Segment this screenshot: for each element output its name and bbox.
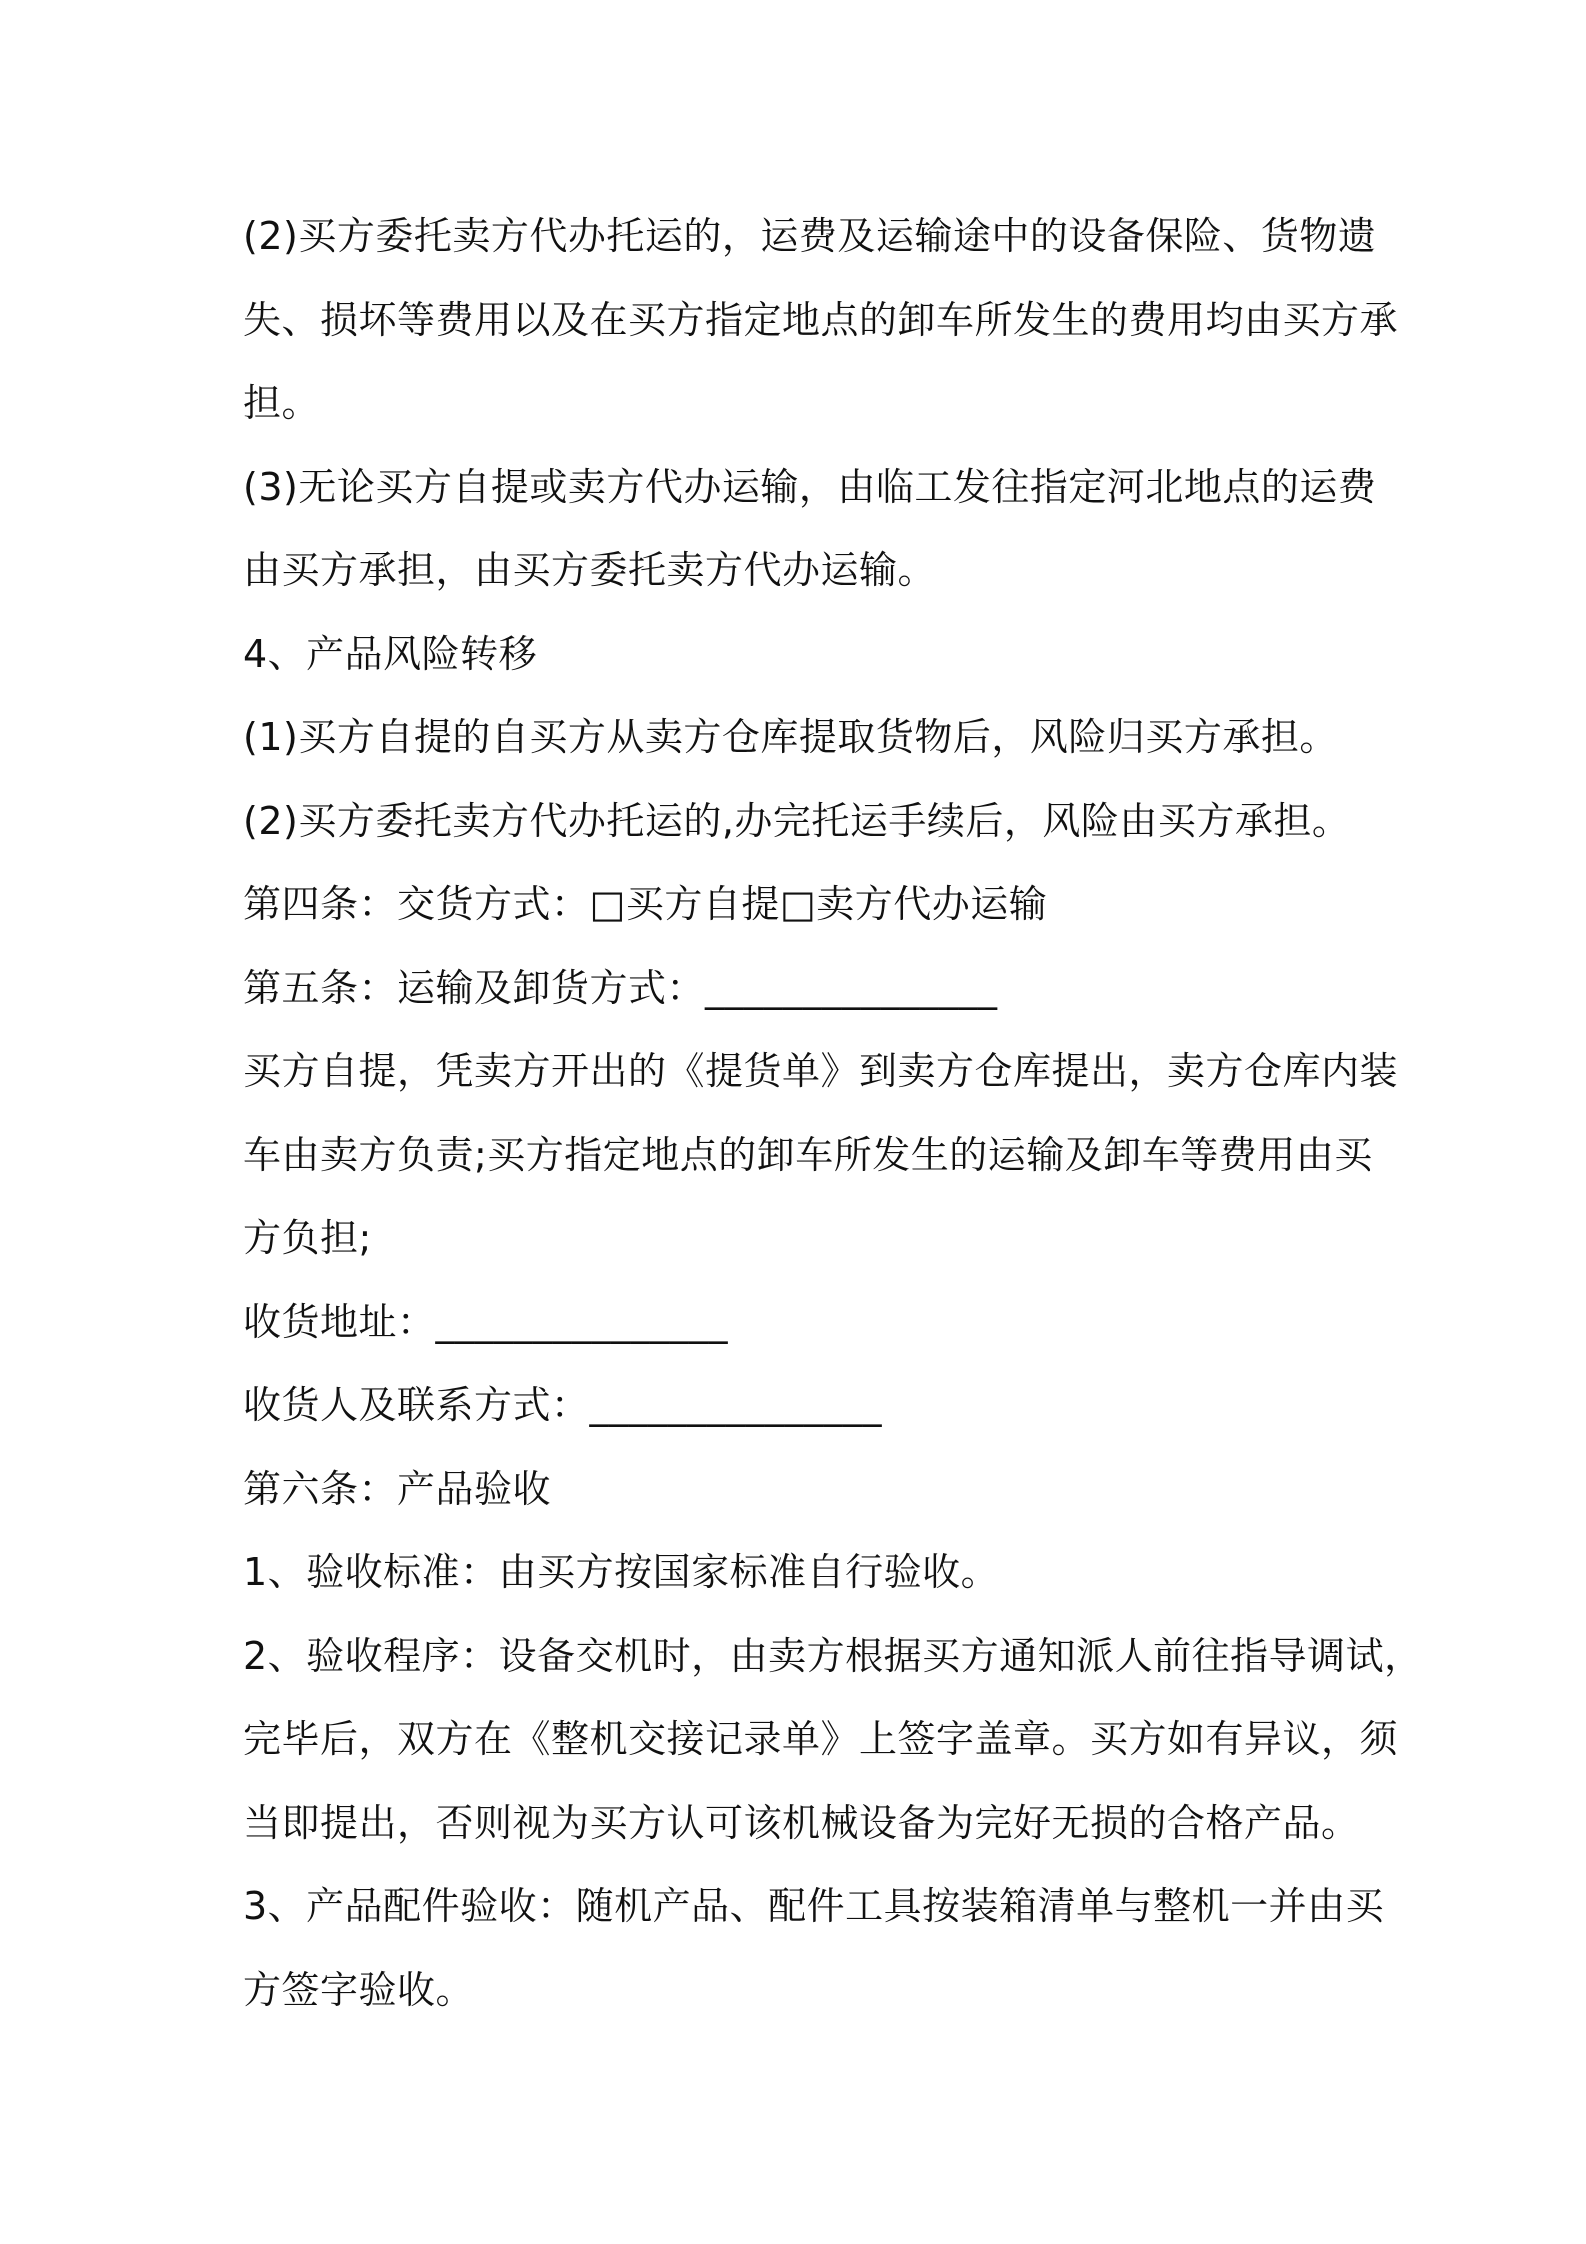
text-line: 2、验收程序：设备交机时，由卖方根据买方通知派人前往指导调试， xyxy=(243,1633,1423,1678)
text-line: 完毕后，双方在《整机交接记录单》上签字盖章。买方如有异议，须 xyxy=(243,1717,1399,1761)
article-heading: 第六条：产品验收 xyxy=(243,1466,552,1511)
form-field-line: 收货人及联系方式：_______________ xyxy=(243,1383,883,1427)
text-line: 方签字验收。 xyxy=(243,1967,475,2012)
article-heading: 第五条：运输及卸货方式：_______________ xyxy=(243,965,998,1010)
text-line: (2)买方委托卖方代办托运的，运费及运输途中的设备保险、货物遗 xyxy=(243,214,1377,258)
text-line: 方负担; xyxy=(243,1216,372,1260)
text-line: 3、产品配件验收：随机产品、配件工具按装箱清单与整机一并由买 xyxy=(243,1884,1385,1928)
form-field-line: 收货地址：_______________ xyxy=(243,1299,729,1344)
article-heading: 第四条：交货方式：□买方自提□卖方代办运输 xyxy=(243,882,1048,926)
text-line: 买方自提，凭卖方开出的《提货单》到卖方仓库提出，卖方仓库内装 xyxy=(243,1049,1399,1093)
text-line: 当即提出，否则视为买方认可该机械设备为完好无损的合格产品。 xyxy=(243,1800,1360,1845)
text-line: 车由卖方负责;买方指定地点的卸车所发生的运输及卸车等费用由买 xyxy=(243,1132,1373,1177)
text-line: 1、验收标准：由买方按国家标准自行验收。 xyxy=(243,1550,1000,1594)
text-line: (2)买方委托卖方代办托运的,办完托运手续后，风险由买方承担。 xyxy=(243,798,1351,843)
text-line: (3)无论买方自提或卖方代办运输，由临工发往指定河北地点的运费 xyxy=(243,464,1377,509)
text-line: (1)买方自提的自买方从卖方仓库提取货物后，风险归买方承担。 xyxy=(243,715,1338,759)
text-line: 由买方承担，由买方委托卖方代办运输。 xyxy=(243,548,937,592)
text-line: 失、损坏等费用以及在买方指定地点的卸车所发生的费用均由买方承 xyxy=(243,297,1399,342)
section-heading: 4、产品风险转移 xyxy=(243,631,538,676)
document-body xyxy=(243,195,1423,2032)
text-line: 担。 xyxy=(243,381,321,425)
